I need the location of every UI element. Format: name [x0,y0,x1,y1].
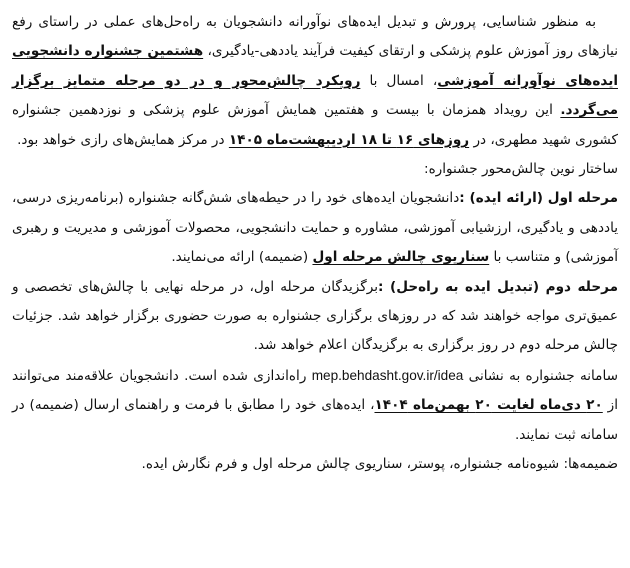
structure-heading: ساختار نوین چالش‌محور جشنواره: [423,161,618,178]
stage-two-paragraph [12,273,618,361]
festival-title: هشتمین جشنواره دانشجویی ایده‌های نوآورانه آموزشی [12,43,618,89]
intro-text-2: ، امسال با [360,72,438,89]
stage-one-scenario: سناریوی چالش مرحله اول [312,249,490,266]
intro-text-1: به منظور شناسایی، پرورش و تبدیل ایده‌های نوآورانه دانشجویان به راه‌حل‌های عملی در راستای رفع نیازهای روز آموزش علوم پزشکی و ارتقای کیفیت فرآیند یاددهی-یادگیری، [12,14,618,60]
intro-paragraph [12,8,618,155]
submission-text-2: راه‌اندازی شده است. دانشجویان علاقه‌مند می‌توانند از [12,367,618,414]
festival-url-link[interactable]: mep.behdasht.gov.ir/idea [311,367,464,383]
submission-paragraph [12,361,618,450]
submission-text-3: ، ایده‌های خود را مطابق با فرمت و راهنمای ارسال (ضمیمه) در سامانه ثبت نمایند. [12,397,618,443]
stage-one-title: مرحله اول (ارائه ایده) : [459,190,619,207]
intro-text-4: در مرکز همایش‌های رازی خواهد بود. [17,131,229,148]
intro-text-3: این رویداد همزمان با بیست و هفتمین همایش آموزش علوم پزشکی و نوزدهمین جشنواره کشوری شهید مطهری، در [12,102,618,148]
submission-dates: ۲۰ دی‌ماه لغایت ۲۰ بهمن‌ماه ۱۴۰۴ [374,397,603,414]
stage-two-text: برگزیدگان مرحله اول، در مرحله نهایی با چالش‌های تخصصی و عمیق‌تری مواجه خواهند شد که در روزهای برگزاری جشنواره به صورت حضوری برگزار خواهد شد. جزئیات چالش مرحله دوم در روز برگزاری به برگزیدگان اعلام خواهد شد. [12,278,618,354]
stage-one-paragraph [12,184,618,272]
stage-one-text-1: دانشجویان ایده‌های خود را در حیطه‌های شش‌گانه جشنواره (برنامه‌ریزی درسی، یاددهی و یادگیری، ارزشیابی آموزشی، مشاوره و حمایت دانشجویی، محصولات آموزشی و مدیریت و رهبری آموزشی) و متناسب با [12,190,618,266]
stage-two-title: مرحله دوم (تبدیل ایده به راه‌حل) : [378,278,618,295]
stage-one-text-2: (ضمیمه) ارائه می‌نمایند. [171,249,313,266]
event-dates: روزهای ۱۶ تا ۱۸ اردیبهشت‌ماه ۱۴۰۵ [228,131,470,148]
approach-highlight: رویکرد چالش‌محور و در دو مرحله متمایز برگزار می‌گردد. [12,72,618,119]
attachments-paragraph: ضمیمه‌ها: شیوه‌نامه جشنواره، پوستر، سناریوی چالش مرحله اول و فرم نگارش ایده. [141,456,618,473]
submission-text-1: سامانه جشنواره به نشانی [463,367,618,384]
